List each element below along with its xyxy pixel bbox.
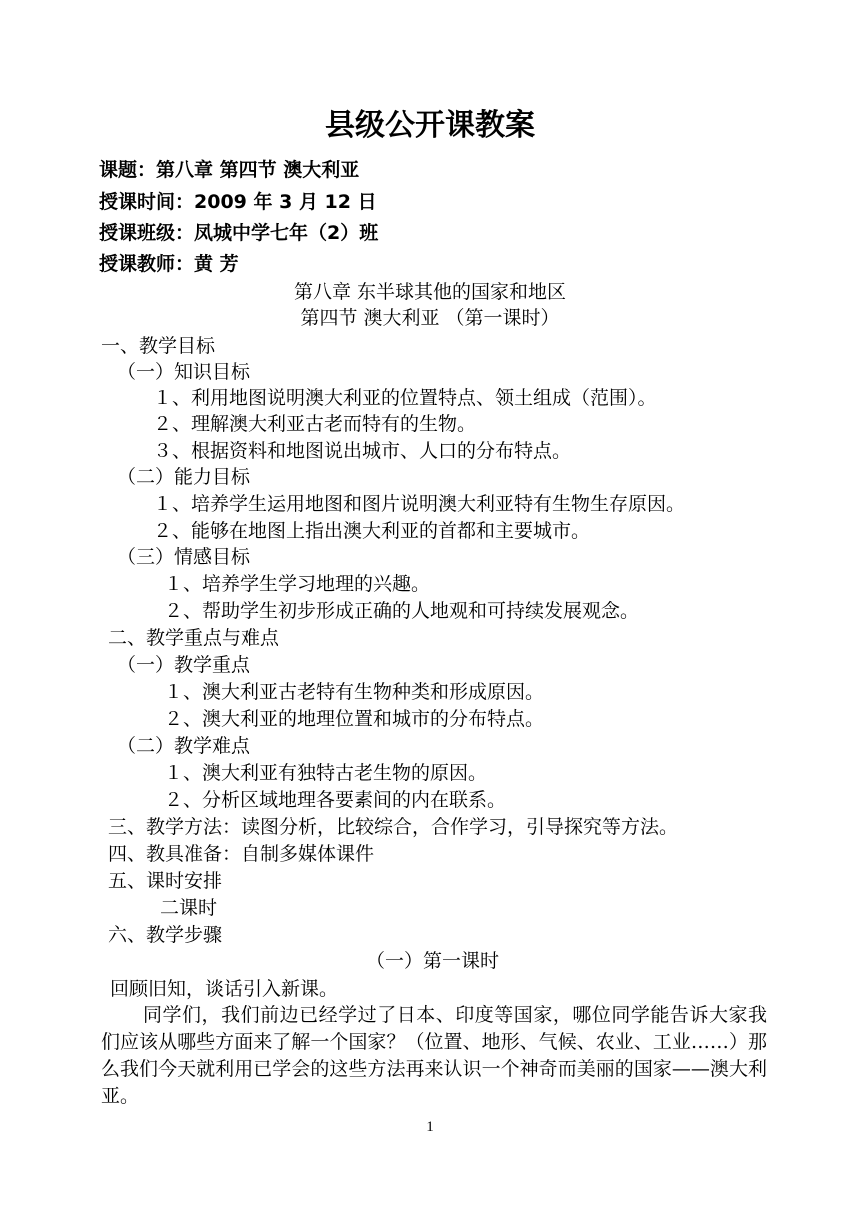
difficulty-heading: （二）教学难点 bbox=[117, 735, 251, 757]
focus-heading: （一）教学重点 bbox=[117, 654, 251, 676]
list-item: ２、帮助学生初步形成正确的人地观和可持续发展观念。 bbox=[164, 600, 640, 622]
time-line: 授课时间：2009 年 3 月 12 日 bbox=[99, 191, 377, 213]
methods-line: 三、教学方法：读图分析，比较综合，合作学习，引导探究等方法。 bbox=[108, 816, 679, 838]
emotion-heading: （三）情感目标 bbox=[117, 546, 251, 568]
knowledge-heading: （一）知识目标 bbox=[117, 361, 251, 383]
steps-heading: 六、教学步骤 bbox=[108, 924, 223, 946]
list-item: １、培养学生运用地图和图片说明澳大利亚特有生物生存原因。 bbox=[153, 493, 686, 515]
tools-line: 四、教具准备：自制多媒体课件 bbox=[108, 843, 375, 865]
keypoints-heading: 二、教学重点与难点 bbox=[108, 627, 280, 649]
topic-line: 课题：第八章 第四节 澳大利亚 bbox=[99, 159, 360, 181]
page-number: 1 bbox=[426, 1119, 434, 1135]
list-item: １、澳大利亚有独特古老生物的原因。 bbox=[164, 762, 488, 784]
list-item: １、利用地图说明澳大利亚的位置特点、领土组成（范围）。 bbox=[153, 387, 657, 409]
list-item: ３、根据资料和地图说出城市、人口的分布特点。 bbox=[153, 440, 572, 462]
lesson-heading: （一）第一课时 bbox=[366, 950, 500, 972]
class-line: 授课班级：凤城中学七年（2）班 bbox=[99, 222, 379, 244]
list-item: ２、澳大利亚的地理位置和城市的分布特点。 bbox=[164, 708, 545, 730]
list-item: ２、理解澳大利亚古老而特有的生物。 bbox=[153, 413, 477, 435]
ability-heading: （二）能力目标 bbox=[117, 466, 251, 488]
schedule-heading: 五、课时安排 bbox=[108, 870, 223, 892]
intro-line: 回顾旧知，谈话引入新课。 bbox=[110, 978, 339, 1000]
schedule-value: 二课时 bbox=[160, 897, 218, 919]
chapter-heading: 第八章 东半球其他的国家和地区 bbox=[293, 281, 567, 303]
list-item: ２、能够在地图上指出澳大利亚的首都和主要城市。 bbox=[153, 520, 591, 542]
list-item: １、培养学生学习地理的兴趣。 bbox=[164, 573, 431, 595]
teacher-line: 授课教师：黄 芳 bbox=[99, 253, 239, 275]
objectives-heading: 一、教学目标 bbox=[101, 335, 216, 357]
intro-paragraph: 同学们，我们前边已经学过了日本、印度等国家，哪位同学能告诉大家我们应该从哪些方面来了解一个国家？（位置、地形、气候、农业、工业……）那么我们今天就利用已学会的这些方法再来认识一个神奇而美丽的国家——澳大利亚。 bbox=[101, 1004, 767, 1107]
list-item: １、澳大利亚古老特有生物种类和形成原因。 bbox=[164, 681, 545, 703]
page-title: 县级公开课教案 bbox=[325, 108, 535, 143]
list-item: ２、分析区域地理各要素间的内在联系。 bbox=[164, 789, 507, 811]
section-heading: 第四节 澳大利亚 （第一课时） bbox=[300, 307, 560, 329]
